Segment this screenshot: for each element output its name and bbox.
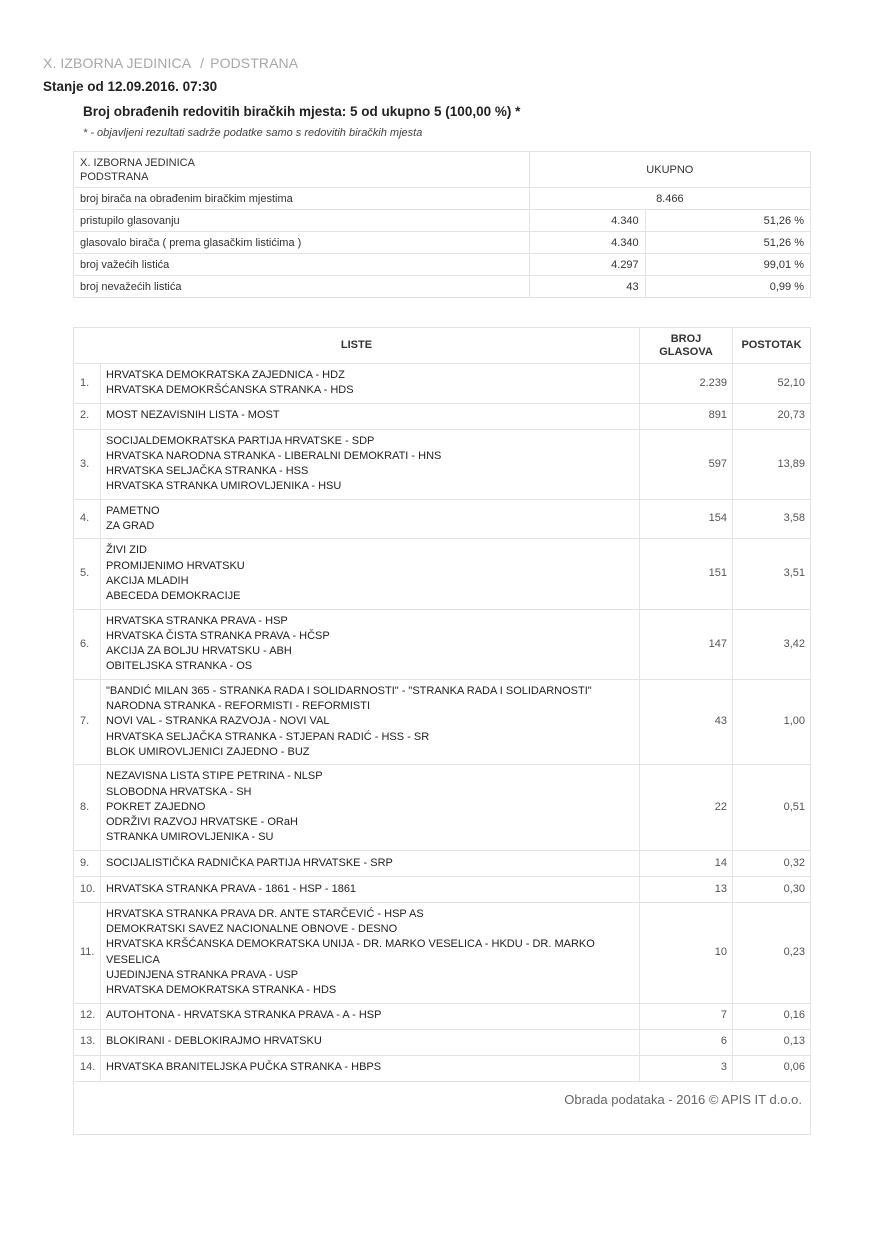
list-percent: 0,06 <box>733 1055 811 1081</box>
party-name: HRVATSKA SELJAČKA STRANKA - HSS <box>106 465 309 478</box>
list-parties <box>101 1029 640 1055</box>
list-parties <box>101 850 640 876</box>
list-percent: 20,73 <box>733 403 811 429</box>
party-name: SLOBODNA HRVATSKA - SH <box>106 785 252 798</box>
party-name: ŽIVI ZID <box>106 544 147 557</box>
party-name: SOCIJALDEMOKRATSKA PARTIJA HRVATSKE - SDP <box>106 434 375 447</box>
summary-label: pristupilo glasovanju <box>74 210 530 232</box>
list-percent: 0,32 <box>733 850 811 876</box>
table-row <box>74 499 811 539</box>
list-rank: 5. <box>74 539 101 609</box>
summary-row <box>74 232 811 254</box>
list-votes: 3 <box>640 1055 733 1081</box>
list-parties <box>101 364 640 404</box>
list-percent: 0,16 <box>733 1003 811 1029</box>
party-name: HRVATSKA STRANKA PRAVA DR. ANTE STARČEVIĆ - HSP AS <box>106 907 424 920</box>
list-rank: 9. <box>74 850 101 876</box>
summary-header-unit: X. IZBORNA JEDINICA <box>80 156 195 169</box>
summary-header-municipality: PODSTRANA <box>80 170 149 183</box>
table-row <box>74 850 811 876</box>
table-row <box>74 765 811 850</box>
party-name: SOCIJALISTIČKA RADNIČKA PARTIJA HRVATSKE - SRP <box>106 856 393 869</box>
summary-row <box>74 276 811 298</box>
summary-value: 4.340 <box>529 210 645 232</box>
list-votes: 6 <box>640 1029 733 1055</box>
list-percent: 1,00 <box>733 679 811 764</box>
list-votes: 13 <box>640 876 733 902</box>
table-row <box>74 539 811 609</box>
party-name: HRVATSKA STRANKA PRAVA - HSP <box>106 614 288 627</box>
party-name: ODRŽIVI RAZVOJ HRVATSKE - ORaH <box>106 816 298 829</box>
summary-header-location <box>74 152 530 188</box>
party-name: NARODNA STRANKA - REFORMISTI - REFORMISTI <box>106 700 371 713</box>
list-votes: 10 <box>640 902 733 1003</box>
summary-label: glasovalo birača ( prema glasačkim listićima ) <box>74 232 530 254</box>
list-parties <box>101 1055 640 1081</box>
summary-header-total: UKUPNO <box>529 152 810 188</box>
table-row <box>74 609 811 679</box>
list-rank: 6. <box>74 609 101 679</box>
list-rank: 14. <box>74 1055 101 1081</box>
results-footer-row <box>74 1081 811 1134</box>
party-name: OBITELJSKA STRANKA - OS <box>106 660 253 673</box>
party-name: NEZAVISNA LISTA STIPE PETRINA - NLSP <box>106 770 323 783</box>
list-percent: 0,13 <box>733 1029 811 1055</box>
summary-label: broj važećih listića <box>74 254 530 276</box>
summary-percent: 51,26 % <box>645 210 810 232</box>
party-name: HRVATSKA KRŠĆANSKA DEMOKRATSKA UNIJA - DR. MARKO VESELICA - HKDU - DR. MARKO VESELICA <box>106 938 595 966</box>
list-parties <box>101 403 640 429</box>
list-percent: 52,10 <box>733 364 811 404</box>
table-row <box>74 876 811 902</box>
list-rank: 3. <box>74 429 101 499</box>
list-rank: 11. <box>74 902 101 1003</box>
list-votes: 7 <box>640 1003 733 1029</box>
list-parties <box>101 1003 640 1029</box>
col-header-percent: POSTOTAK <box>733 328 811 364</box>
party-name: PROMIJENIMO HRVATSKU <box>106 559 245 572</box>
summary-header-row <box>74 152 811 188</box>
status-timestamp: Stanje od 12.09.2016. 07:30 <box>43 79 218 94</box>
party-name: AUTOHTONA - HRVATSKA STRANKA PRAVA - A - HSP <box>106 1009 382 1022</box>
summary-row <box>74 254 811 276</box>
list-percent: 0,30 <box>733 876 811 902</box>
breadcrumb-unit: X. IZBORNA JEDINICA <box>43 55 192 71</box>
list-percent: 13,89 <box>733 429 811 499</box>
list-votes: 14 <box>640 850 733 876</box>
table-row <box>74 403 811 429</box>
party-name: HRVATSKA BRANITELJSKA PUČKA STRANKA - HBPS <box>106 1061 382 1074</box>
breadcrumb <box>43 55 298 71</box>
list-parties <box>101 539 640 609</box>
party-name: NOVI VAL - STRANKA RAZVOJA - NOVI VAL <box>106 715 330 728</box>
list-parties <box>101 609 640 679</box>
summary-percent: 99,01 % <box>645 254 810 276</box>
list-votes: 147 <box>640 609 733 679</box>
table-row <box>74 364 811 404</box>
party-name: HRVATSKA DEMOKRŠĆANSKA STRANKA - HDS <box>106 384 354 397</box>
table-row <box>74 902 811 1003</box>
party-name: HRVATSKA NARODNA STRANKA - LIBERALNI DEMOKRATI - HNS <box>106 449 442 462</box>
list-rank: 7. <box>74 679 101 764</box>
list-parties <box>101 679 640 764</box>
list-parties <box>101 876 640 902</box>
turnout-summary-table <box>73 151 811 298</box>
party-name: ZA GRAD <box>106 520 155 533</box>
summary-label: broj birača na obrađenim biračkim mjestima <box>74 188 530 210</box>
summary-row <box>74 188 811 210</box>
table-row <box>74 1003 811 1029</box>
list-votes: 154 <box>640 499 733 539</box>
list-percent: 3,58 <box>733 499 811 539</box>
copyright-footer: Obrada podataka - 2016 © APIS IT d.o.o. <box>74 1081 811 1134</box>
party-name: HRVATSKA DEMOKRATSKA ZAJEDNICA - HDZ <box>106 369 345 381</box>
col-header-votes: BROJ GLASOVA <box>640 328 733 364</box>
list-votes: 43 <box>640 679 733 764</box>
summary-row <box>74 210 811 232</box>
list-rank: 10. <box>74 876 101 902</box>
list-rank: 4. <box>74 499 101 539</box>
summary-value: 43 <box>529 276 645 298</box>
breadcrumb-separator: / <box>200 55 205 71</box>
party-name: MOST NEZAVISNIH LISTA - MOST <box>106 409 280 422</box>
list-parties <box>101 765 640 850</box>
list-parties <box>101 499 640 539</box>
list-parties <box>101 429 640 499</box>
summary-value: 4.297 <box>529 254 645 276</box>
summary-percent: 0,99 % <box>645 276 810 298</box>
list-votes: 22 <box>640 765 733 850</box>
results-body <box>74 364 811 1082</box>
party-name: PAMETNO <box>106 504 160 517</box>
list-percent: 0,51 <box>733 765 811 850</box>
summary-label: broj nevažećih listića <box>74 276 530 298</box>
processed-stations-heading: Broj obrađenih redovitih biračkih mjesta: 5 od ukupno 5 (100,00 %) * <box>83 104 521 119</box>
party-name: HRVATSKA SELJAČKA STRANKA - STJEPAN RADIĆ - HSS - SR <box>106 730 430 743</box>
party-name: BLOK UMIROVLJENICI ZAJEDNO - BUZ <box>106 745 310 758</box>
list-rank: 1. <box>74 364 101 404</box>
list-votes: 2.239 <box>640 364 733 404</box>
party-name: STRANKA UMIROVLJENIKA - SU <box>106 831 274 844</box>
list-rank: 8. <box>74 765 101 850</box>
party-name: HRVATSKA ČISTA STRANKA PRAVA - HČSP <box>106 629 330 642</box>
list-rank: 13. <box>74 1029 101 1055</box>
results-header-row <box>74 328 811 364</box>
party-name: HRVATSKA STRANKA PRAVA - 1861 - HSP - 1861 <box>106 882 357 895</box>
party-name: DEMOKRATSKI SAVEZ NACIONALNE OBNOVE - DESNO <box>106 923 398 936</box>
table-row <box>74 429 811 499</box>
summary-value: 8.466 <box>529 188 810 210</box>
table-row <box>74 1055 811 1081</box>
list-rank: 2. <box>74 403 101 429</box>
list-percent: 3,51 <box>733 539 811 609</box>
list-votes: 891 <box>640 403 733 429</box>
list-parties <box>101 902 640 1003</box>
summary-percent: 51,26 % <box>645 232 810 254</box>
party-name: POKRET ZAJEDNO <box>106 800 206 813</box>
party-name: AKCIJA ZA BOLJU HRVATSKU - ABH <box>106 645 292 658</box>
results-table <box>73 327 811 1135</box>
footnote: * - objavljeni rezultati sadrže podatke samo s redovitih biračkih mjesta <box>83 127 423 139</box>
table-row <box>74 679 811 764</box>
list-percent: 0,23 <box>733 902 811 1003</box>
summary-value: 4.340 <box>529 232 645 254</box>
party-name: HRVATSKA DEMOKRATSKA STRANKA - HDS <box>106 984 337 997</box>
party-name: HRVATSKA STRANKA UMIROVLJENIKA - HSU <box>106 480 342 493</box>
party-name: AKCIJA MLADIH <box>106 574 189 587</box>
list-votes: 597 <box>640 429 733 499</box>
party-name: ABECEDA DEMOKRACIJE <box>106 590 241 603</box>
list-percent: 3,42 <box>733 609 811 679</box>
list-rank: 12. <box>74 1003 101 1029</box>
list-votes: 151 <box>640 539 733 609</box>
party-name: BLOKIRANI - DEBLOKIRAJMO HRVATSKU <box>106 1035 322 1048</box>
party-name: "BANDIĆ MILAN 365 - STRANKA RADA I SOLIDARNOSTI" - "STRANKA RADA I SOLIDARNOSTI" <box>106 684 592 697</box>
breadcrumb-municipality: PODSTRANA <box>210 55 299 71</box>
party-name: UJEDINJENA STRANKA PRAVA - USP <box>106 968 299 981</box>
table-row <box>74 1029 811 1055</box>
col-header-lists: LISTE <box>74 328 640 364</box>
